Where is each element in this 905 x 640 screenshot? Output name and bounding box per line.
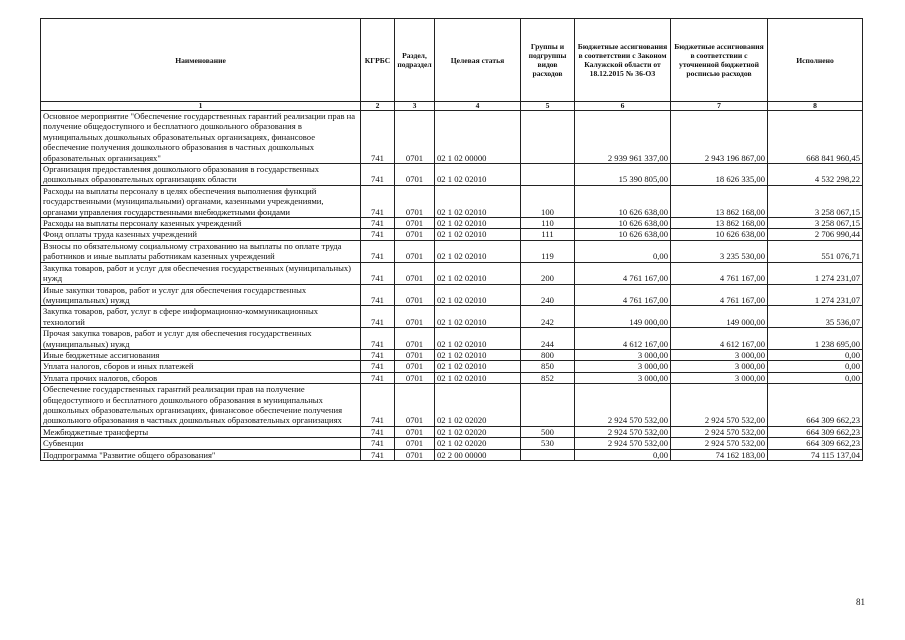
header-kgrbs: КГРБС	[361, 19, 395, 102]
row-revised: 4 761 167,00	[671, 262, 768, 284]
table-row	[41, 306, 863, 328]
row-target: 02 1 02 02020	[435, 384, 521, 427]
row-target: 02 1 02 02010	[435, 218, 521, 229]
table-row	[41, 164, 863, 186]
row-name: Закупка товаров, работ, услуг в сфере информационно-коммуникационных технологий	[41, 306, 361, 328]
header-section: Раздел, подраздел	[395, 19, 435, 102]
row-executed: 35 536,07	[768, 306, 863, 328]
row-target: 02 1 02 02020	[435, 438, 521, 449]
row-revised: 2 924 570 532,00	[671, 384, 768, 427]
header-law: Бюджетные ассигнования в соответствии с Законом Калужской области от 18.12.2015 № 36-ОЗ	[575, 19, 671, 102]
row-section: 0701	[395, 111, 435, 164]
column-number: 2	[361, 102, 395, 111]
row-name: Иные закупки товаров, работ и услуг для обеспечения государственных (муниципальных) нужд	[41, 284, 361, 306]
row-law: 4 761 167,00	[575, 284, 671, 306]
row-kgrbs: 741	[361, 164, 395, 186]
row-revised: 13 862 168,00	[671, 185, 768, 217]
row-law: 2 939 961 337,00	[575, 111, 671, 164]
row-law: 2 924 570 532,00	[575, 426, 671, 437]
row-kgrbs: 741	[361, 438, 395, 449]
row-law: 10 626 638,00	[575, 218, 671, 229]
header-target: Целевая статья	[435, 19, 521, 102]
row-revised: 4 612 167,00	[671, 328, 768, 350]
row-law: 4 761 167,00	[575, 262, 671, 284]
table-row	[41, 284, 863, 306]
row-kgrbs: 741	[361, 111, 395, 164]
table-row	[41, 426, 863, 437]
row-name: Обеспечение государственных гарантий реализации прав на получение общедоступного и бесплатного дошкольного образования в муниципальных дошкольных образовательных организациях, финансовое обеспечение получения дошкольного образования в частных дошкольных образовательных организациях	[41, 384, 361, 427]
row-law: 10 626 638,00	[575, 185, 671, 217]
row-section: 0701	[395, 426, 435, 437]
row-law: 10 626 638,00	[575, 229, 671, 240]
row-revised: 4 761 167,00	[671, 284, 768, 306]
column-number: 8	[768, 102, 863, 111]
row-law: 3 000,00	[575, 361, 671, 372]
row-executed: 668 841 960,45	[768, 111, 863, 164]
row-kgrbs: 741	[361, 240, 395, 262]
row-executed: 551 076,71	[768, 240, 863, 262]
row-executed: 74 115 137,04	[768, 449, 863, 460]
row-name: Организация предоставления дошкольного образования в государственных дошкольных образовательных организациях области	[41, 164, 361, 186]
header-executed: Исполнено	[768, 19, 863, 102]
row-law: 2 924 570 532,00	[575, 384, 671, 427]
header-row	[41, 19, 863, 102]
page-number: 81	[856, 597, 865, 607]
row-kgrbs: 741	[361, 262, 395, 284]
row-revised: 2 924 570 532,00	[671, 426, 768, 437]
row-name: Фонд оплаты труда казенных учреждений	[41, 229, 361, 240]
row-revised: 2 924 570 532,00	[671, 438, 768, 449]
row-group: 240	[521, 284, 575, 306]
row-group: 119	[521, 240, 575, 262]
row-section: 0701	[395, 438, 435, 449]
row-section: 0701	[395, 185, 435, 217]
row-section: 0701	[395, 361, 435, 372]
column-number: 1	[41, 102, 361, 111]
row-executed: 0,00	[768, 361, 863, 372]
row-kgrbs: 741	[361, 426, 395, 437]
row-executed: 4 532 298,22	[768, 164, 863, 186]
row-section: 0701	[395, 218, 435, 229]
row-group: 850	[521, 361, 575, 372]
row-revised: 3 000,00	[671, 361, 768, 372]
row-target: 02 1 02 02010	[435, 240, 521, 262]
row-executed: 0,00	[768, 349, 863, 360]
row-group	[521, 111, 575, 164]
row-target: 02 1 02 02010	[435, 284, 521, 306]
row-kgrbs: 741	[361, 449, 395, 460]
table-row	[41, 262, 863, 284]
row-revised: 149 000,00	[671, 306, 768, 328]
row-target: 02 1 02 02010	[435, 229, 521, 240]
row-kgrbs: 741	[361, 185, 395, 217]
row-group: 100	[521, 185, 575, 217]
row-revised: 10 626 638,00	[671, 229, 768, 240]
row-executed: 1 274 231,07	[768, 262, 863, 284]
row-group: 800	[521, 349, 575, 360]
table-row	[41, 361, 863, 372]
row-law: 4 612 167,00	[575, 328, 671, 350]
header-revised: Бюджетные ассигнования в соответствии с уточненной бюджетной росписью расходов	[671, 19, 768, 102]
row-revised: 13 862 168,00	[671, 218, 768, 229]
row-name: Взносы по обязательному социальному страхованию на выплаты по оплате труда работников и иные выплаты работникам казенных учреждений	[41, 240, 361, 262]
row-target: 02 1 02 02020	[435, 426, 521, 437]
row-section: 0701	[395, 449, 435, 460]
row-group: 244	[521, 328, 575, 350]
row-revised: 3 235 530,00	[671, 240, 768, 262]
row-law: 2 924 570 532,00	[575, 438, 671, 449]
row-target: 02 1 02 00000	[435, 111, 521, 164]
row-section: 0701	[395, 164, 435, 186]
row-name: Закупка товаров, работ и услуг для обеспечения государственных (муниципальных) нужд	[41, 262, 361, 284]
row-kgrbs: 741	[361, 306, 395, 328]
row-executed: 664 309 662,23	[768, 426, 863, 437]
row-revised: 74 162 183,00	[671, 449, 768, 460]
row-kgrbs: 741	[361, 349, 395, 360]
row-law: 149 000,00	[575, 306, 671, 328]
row-group: 200	[521, 262, 575, 284]
row-executed: 2 706 990,44	[768, 229, 863, 240]
row-target: 02 1 02 02010	[435, 164, 521, 186]
column-number: 6	[575, 102, 671, 111]
row-law: 0,00	[575, 449, 671, 460]
row-target: 02 2 00 00000	[435, 449, 521, 460]
row-revised: 3 000,00	[671, 372, 768, 383]
row-executed: 3 258 067,15	[768, 185, 863, 217]
table-row	[41, 349, 863, 360]
row-target: 02 1 02 02010	[435, 361, 521, 372]
row-target: 02 1 02 02010	[435, 262, 521, 284]
row-section: 0701	[395, 229, 435, 240]
table-row	[41, 384, 863, 427]
row-law: 15 390 805,00	[575, 164, 671, 186]
table-row	[41, 229, 863, 240]
row-law: 0,00	[575, 240, 671, 262]
row-target: 02 1 02 02010	[435, 306, 521, 328]
table-row	[41, 438, 863, 449]
table-row	[41, 372, 863, 383]
row-revised: 2 943 196 867,00	[671, 111, 768, 164]
row-section: 0701	[395, 240, 435, 262]
row-group: 111	[521, 229, 575, 240]
row-executed: 664 309 662,23	[768, 384, 863, 427]
row-target: 02 1 02 02010	[435, 372, 521, 383]
row-kgrbs: 741	[361, 229, 395, 240]
row-law: 3 000,00	[575, 349, 671, 360]
row-group	[521, 164, 575, 186]
column-number: 4	[435, 102, 521, 111]
table-row	[41, 240, 863, 262]
row-kgrbs: 741	[361, 361, 395, 372]
row-executed: 664 309 662,23	[768, 438, 863, 449]
row-name: Прочая закупка товаров, работ и услуг для обеспечения государственных (муниципальных) нужд	[41, 328, 361, 350]
row-group: 530	[521, 438, 575, 449]
column-number-row	[41, 102, 863, 111]
row-group: 852	[521, 372, 575, 383]
table-row	[41, 111, 863, 164]
row-revised: 18 626 335,00	[671, 164, 768, 186]
table-row	[41, 328, 863, 350]
row-section: 0701	[395, 384, 435, 427]
row-group	[521, 384, 575, 427]
row-executed: 0,00	[768, 372, 863, 383]
header-name: Наименование	[41, 19, 361, 102]
row-section: 0701	[395, 349, 435, 360]
row-group: 500	[521, 426, 575, 437]
column-number: 5	[521, 102, 575, 111]
row-section: 0701	[395, 328, 435, 350]
table-row	[41, 449, 863, 460]
row-name: Межбюджетные трансферты	[41, 426, 361, 437]
row-name: Субвенции	[41, 438, 361, 449]
row-kgrbs: 741	[361, 328, 395, 350]
row-group	[521, 449, 575, 460]
row-name: Расходы на выплаты персоналу в целях обеспечения выполнения функций государственными (муниципальными) органами, казенными учреждениями, органами управления государственными внебюджетными фондами	[41, 185, 361, 217]
row-target: 02 1 02 02010	[435, 328, 521, 350]
row-name: Уплата налогов, сборов и иных платежей	[41, 361, 361, 372]
header-groups: Группы и подгруппы видов расходов	[521, 19, 575, 102]
row-kgrbs: 741	[361, 284, 395, 306]
row-law: 3 000,00	[575, 372, 671, 383]
row-name: Уплата прочих налогов, сборов	[41, 372, 361, 383]
row-section: 0701	[395, 372, 435, 383]
row-kgrbs: 741	[361, 384, 395, 427]
row-executed: 1 238 695,00	[768, 328, 863, 350]
row-revised: 3 000,00	[671, 349, 768, 360]
row-name: Основное мероприятие "Обеспечение государственных гарантий реализации прав на получение общедоступного и бесплатного дошкольного образования в муниципальных дошкольных образовательных организациях, финансовое обеспечение получения дошкольного образования в частных дошкольных образовательных организациях"	[41, 111, 361, 164]
column-number: 3	[395, 102, 435, 111]
row-name: Подпрограмма "Развитие общего образования"	[41, 449, 361, 460]
row-section: 0701	[395, 306, 435, 328]
row-section: 0701	[395, 262, 435, 284]
row-executed: 3 258 067,15	[768, 218, 863, 229]
row-target: 02 1 02 02010	[435, 349, 521, 360]
column-number: 7	[671, 102, 768, 111]
row-name: Иные бюджетные ассигнования	[41, 349, 361, 360]
row-kgrbs: 741	[361, 372, 395, 383]
row-name: Расходы на выплаты персоналу казенных учреждений	[41, 218, 361, 229]
row-executed: 1 274 231,07	[768, 284, 863, 306]
row-group: 110	[521, 218, 575, 229]
row-section: 0701	[395, 284, 435, 306]
row-target: 02 1 02 02010	[435, 185, 521, 217]
row-kgrbs: 741	[361, 218, 395, 229]
row-group: 242	[521, 306, 575, 328]
budget-table	[40, 18, 863, 461]
table-row	[41, 218, 863, 229]
table-row	[41, 185, 863, 217]
